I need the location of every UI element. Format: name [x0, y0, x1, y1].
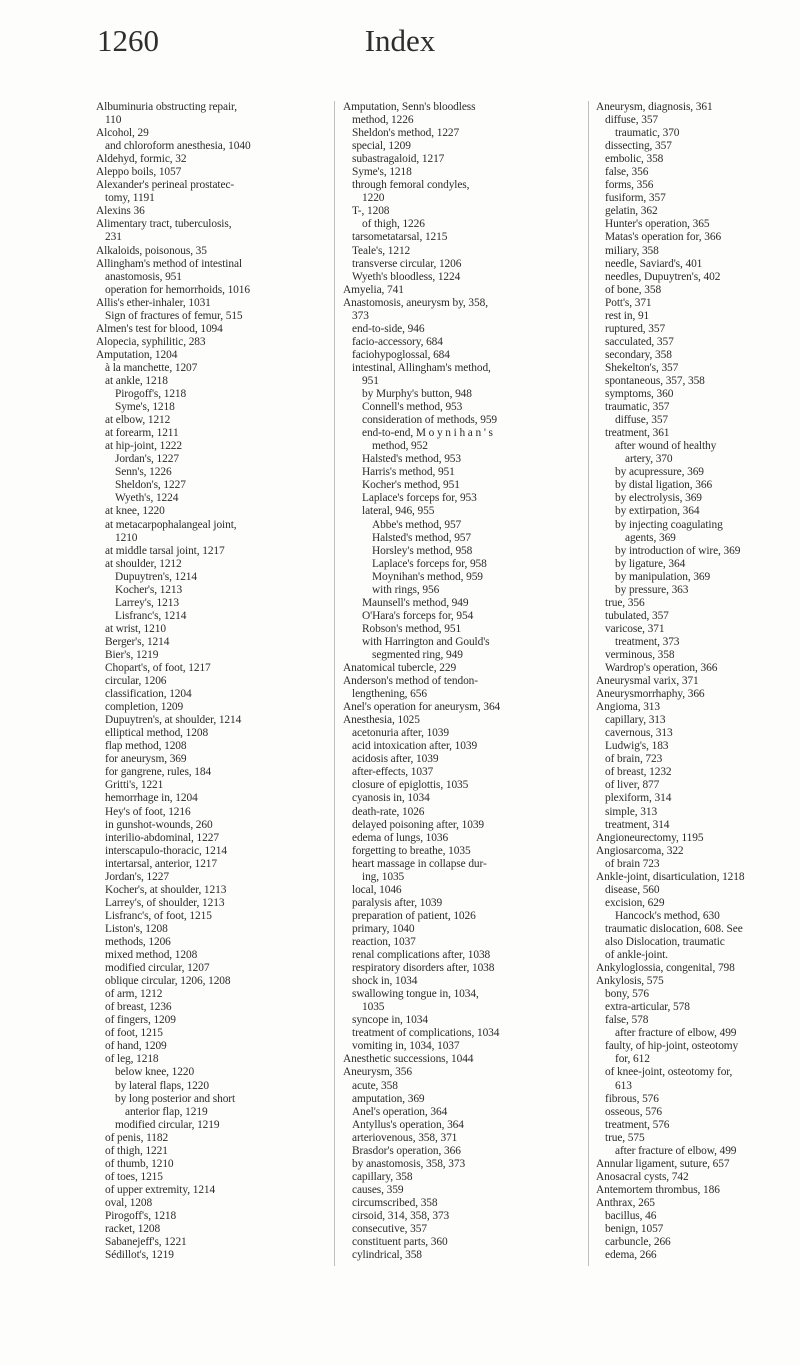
index-entry: acetonuria after, 1039	[352, 727, 449, 740]
index-entry: subastragaloid, 1217	[352, 153, 445, 166]
index-entry: Teale's, 1212	[352, 244, 411, 257]
index-entry: methods, 1206	[105, 936, 171, 948]
index-entry: Moynihan's method, 959	[372, 570, 483, 583]
index-entry: respiratory disorders after, 1038	[352, 962, 495, 975]
page-header	[0, 0, 800, 70]
index-entry: Kocher's, at shoulder, 1213	[105, 883, 227, 896]
index-entry: primary, 1040	[352, 922, 415, 935]
index-entry: racket, 1208	[105, 1223, 161, 1236]
index-entry: true, 575	[605, 1131, 645, 1144]
index-entry: 231	[105, 231, 122, 244]
index-entry: after fracture of elbow, 499	[615, 1027, 737, 1040]
index-entry: Allis's ether-inhaler, 1031	[96, 296, 211, 309]
index-entry: syncope in, 1034	[352, 1014, 428, 1027]
index-entry: through femoral condyles,	[352, 179, 470, 192]
index-entry: Dupuytren's, 1214	[115, 570, 197, 583]
index-entry: cyanosis in, 1034	[352, 792, 430, 805]
index-entry: Wyeth's bloodless, 1224	[352, 270, 461, 283]
index-entry: by acupressure, 369	[615, 466, 704, 479]
index-entry: simple, 313	[605, 805, 658, 818]
index-entry: tomy, 1191	[105, 192, 155, 205]
index-entry: ruptured, 357	[605, 322, 666, 335]
index-entry: Ankle-joint, disarticulation, 1218	[596, 870, 745, 883]
index-entry: Sheldon's method, 1227	[352, 127, 460, 140]
index-entry: Ludwig's, 183	[605, 740, 669, 753]
index-entry: of breast, 1232	[605, 766, 672, 779]
index-entry: intertarsal, anterior, 1217	[105, 857, 217, 870]
index-entry: at forearm, 1211	[105, 427, 179, 440]
index-entry: treatment of complications, 1034	[352, 1027, 500, 1040]
index-entry: method, 1226	[352, 114, 414, 127]
index-entry: by lateral flaps, 1220	[115, 1079, 209, 1092]
index-entry: faulty, of hip-joint, osteotomy	[605, 1040, 739, 1053]
index-entry: capillary, 313	[605, 714, 666, 727]
index-entry: Harris's method, 951	[362, 466, 455, 479]
index-entry: by manipulation, 369	[615, 570, 711, 583]
index-column-2	[343, 101, 580, 1262]
index-entry: 110	[105, 114, 122, 127]
index-entry: true, 356	[605, 596, 645, 609]
index-entry: Sheldon's, 1227	[115, 479, 186, 492]
index-entry: cylindrical, 358	[352, 1249, 422, 1262]
index-entry: in gunshot-wounds, 260	[105, 818, 213, 831]
index-entry: of brain 723	[605, 857, 660, 870]
index-entry: agents, 369	[625, 531, 676, 544]
index-entry: needle, Saviard's, 401	[605, 257, 703, 270]
index-entry: Abbe's method, 957	[372, 518, 462, 531]
index-entry: osseous, 576	[605, 1105, 663, 1118]
index-entry: extra-articular, 578	[605, 1001, 690, 1014]
index-entry: capillary, 358	[352, 1170, 413, 1183]
index-entry: Wardrop's operation, 366	[605, 662, 718, 675]
index-entry: Alexins 36	[96, 205, 145, 218]
index-entry: T-, 1208	[352, 205, 390, 218]
index-entry: Ankylosis, 575	[596, 975, 664, 988]
index-entry: artery, 370	[625, 453, 673, 466]
index-entry: Hey's of foot, 1216	[105, 805, 191, 818]
index-entry: Amputation, Senn's bloodless	[343, 101, 476, 113]
index-entry: treatment, 361	[605, 427, 670, 440]
index-entry: by anastomosis, 358, 373	[352, 1157, 466, 1170]
index-entry: Antemortem thrombus, 186	[596, 1183, 720, 1196]
index-entry: varicose, 371	[605, 622, 665, 635]
index-entry: Angioneurectomy, 1195	[596, 831, 704, 844]
index-entry: tarsometatarsal, 1215	[352, 231, 448, 244]
index-entry: acid intoxication after, 1039	[352, 740, 478, 753]
index-entry: Kocher's method, 951	[362, 479, 460, 492]
index-entry: for aneurysm, 369	[105, 753, 187, 766]
index-entry: Sign of fractures of femur, 515	[105, 309, 243, 322]
index-entry: Laplace's forceps for, 958	[372, 557, 487, 570]
index-entry: arteriovenous, 358, 371	[352, 1131, 458, 1144]
index-entry: at elbow, 1212	[105, 414, 171, 427]
index-entry: circumscribed, 358	[352, 1196, 438, 1209]
index-entry: after fracture of elbow, 499	[615, 1144, 737, 1157]
index-entry: of thigh, 1226	[362, 218, 425, 231]
index-entry: 1220	[362, 192, 385, 205]
index-entry: of toes, 1215	[105, 1170, 163, 1183]
index-entry: by electrolysis, 369	[615, 492, 702, 505]
index-entry: closure of epiglottis, 1035	[352, 779, 469, 792]
index-entry: at wrist, 1210	[105, 622, 166, 635]
index-entry: diffuse, 357	[615, 414, 669, 427]
index-entry: Brasdor's operation, 366	[352, 1144, 461, 1157]
page-title: Index	[364, 23, 436, 58]
index-entry: benign, 1057	[605, 1223, 664, 1236]
index-entry: intestinal, Allingham's method,	[352, 361, 491, 374]
index-entry: spontaneous, 357, 358	[605, 374, 705, 387]
index-entry: Syme's, 1218	[115, 401, 175, 414]
index-entry: treatment, 373	[615, 635, 680, 648]
index-entry: at shoulder, 1212	[105, 557, 182, 570]
index-entry: of brain, 723	[605, 753, 663, 766]
index-entry: Halsted's method, 953	[362, 453, 461, 466]
index-entry: bacillus, 46	[605, 1209, 657, 1222]
index-entry: symptoms, 360	[605, 388, 674, 401]
index-entry: at hip-joint, 1222	[105, 440, 182, 453]
index-entry: cirsoid, 314, 358, 373	[352, 1209, 450, 1222]
index-entry: bony, 576	[605, 988, 649, 1001]
index-entry: Alcohol, 29	[96, 127, 149, 140]
index-entry: of hand, 1209	[105, 1040, 167, 1053]
index-entry: 1210	[115, 531, 138, 544]
index-entry: anastomosis, 951	[105, 270, 182, 283]
index-entry: Anatomical tubercle, 229	[343, 662, 457, 675]
index-entry: forgetting to breathe, 1035	[352, 844, 471, 857]
index-entry: lateral, 946, 955	[362, 505, 435, 518]
index-entry: by injecting coagulating	[615, 518, 723, 531]
index-entry: swallowing tongue in, 1034,	[352, 988, 479, 1001]
index-entry: modified circular, 1219	[115, 1118, 220, 1131]
index-entry: heart massage in collapse dur-	[352, 857, 487, 870]
index-entry: O'Hara's forceps for, 954	[362, 609, 474, 622]
index-entry: shock in, 1034	[352, 975, 418, 988]
index-entry: rest in, 91	[605, 309, 650, 322]
index-entry: consecutive, 357	[352, 1223, 427, 1236]
index-entry: Allingham's method of intestinal	[96, 257, 242, 270]
index-entry: of thigh, 1221	[105, 1144, 168, 1157]
index-entry: interscapulo-thoracic, 1214	[105, 844, 227, 857]
index-entry: Alkaloids, poisonous, 35	[96, 244, 207, 257]
index-entry: Anesthetic successions, 1044	[343, 1053, 474, 1066]
index-entry: with Harrington and Gould's	[362, 635, 490, 648]
index-entry: Syme's, 1218	[352, 166, 412, 179]
index-entry: of penis, 1182	[105, 1131, 169, 1144]
index-entry: of breast, 1236	[105, 1001, 172, 1014]
index-entry: excision, 629	[605, 896, 665, 909]
index-entry: traumatic, 370	[615, 127, 680, 140]
index-entry: traumatic, 357	[605, 401, 670, 414]
index-entry: fusiform, 357	[605, 192, 666, 205]
index-entry: by Murphy's button, 948	[362, 388, 472, 401]
index-entry: fibrous, 576	[605, 1092, 659, 1105]
index-entry: at ankle, 1218	[105, 374, 168, 387]
index-entry: Alexander's perineal prostatec-	[96, 179, 235, 192]
index-entry: modified circular, 1207	[105, 962, 210, 975]
index-entry: Liston's, 1208	[105, 922, 168, 935]
index-entry: Hunter's operation, 365	[605, 218, 710, 231]
index-entry: paralysis after, 1039	[352, 896, 443, 909]
index-entry: at middle tarsal joint, 1217	[105, 544, 225, 557]
index-entry: of arm, 1212	[105, 988, 163, 1001]
index-entry: at knee, 1220	[105, 505, 165, 518]
index-entry: flap method, 1208	[105, 740, 187, 753]
index-entry: false, 356	[605, 166, 649, 179]
index-entry: Larrey's, 1213	[115, 596, 179, 609]
index-entry: also Dislocation, traumatic	[605, 936, 725, 948]
index-entry: of bone, 358	[605, 283, 662, 296]
index-entry: Maunsell's method, 949	[362, 596, 469, 609]
index-entry: Alimentary tract, tuberculosis,	[96, 218, 232, 231]
index-entry: Angiosarcoma, 322	[596, 844, 684, 857]
index-entry: Connell's method, 953	[362, 401, 463, 414]
index-entry: Pirogoff's, 1218	[105, 1209, 177, 1222]
index-entry: Kocher's, 1213	[115, 583, 183, 596]
index-entry: treatment, 576	[605, 1118, 670, 1131]
index-entry: Larrey's, of shoulder, 1213	[105, 896, 225, 909]
index-entry: amputation, 369	[352, 1092, 425, 1105]
index-entry: elliptical method, 1208	[105, 727, 209, 740]
index-entry: treatment, 314	[605, 818, 670, 831]
index-entry: Amyelia, 741	[343, 283, 404, 296]
index-entry: Dupuytren's, at shoulder, 1214	[105, 714, 242, 727]
index-entry: of liver, 877	[605, 779, 660, 792]
index-entry: after-effects, 1037	[352, 766, 434, 779]
index-column-3	[596, 101, 800, 1262]
index-entry: plexiform, 314	[605, 792, 672, 805]
index-entry: Pirogoff's, 1218	[115, 388, 187, 401]
index-entry: Anastomosis, aneurysm by, 358,	[343, 296, 488, 309]
index-entry: by distal ligation, 366	[615, 479, 713, 492]
index-entry: Shekelton's, 357	[605, 361, 679, 374]
index-entry: Ankyloglossia, congenital, 798	[596, 962, 735, 975]
index-entry: by ligature, 364	[615, 557, 686, 570]
index-entry: consideration of methods, 959	[362, 414, 498, 427]
index-entry: of upper extremity, 1214	[105, 1183, 216, 1196]
index-entry: Matas's operation for, 366	[605, 231, 722, 244]
index-entry: Sabanejeff's, 1221	[105, 1236, 187, 1249]
index-entry: Amputation, 1204	[96, 348, 178, 361]
index-entry: 613	[615, 1079, 632, 1092]
index-entry: secondary, 358	[605, 348, 672, 361]
index-entry: Aldehyd, formic, 32	[96, 153, 187, 166]
index-entry: false, 578	[605, 1014, 649, 1027]
index-entry: forms, 356	[605, 179, 654, 192]
index-entry: transverse circular, 1206	[352, 257, 462, 270]
index-entry: circular, 1206	[105, 675, 167, 688]
index-entry: diffuse, 357	[605, 114, 659, 127]
index-entry: and chloroform anesthesia, 1040	[105, 140, 251, 153]
page-number: 1260	[97, 23, 159, 58]
index-entry: for, 612	[615, 1053, 650, 1066]
index-entry: edema of lungs, 1036	[352, 831, 449, 844]
index-entry: Aneurysm, 356	[343, 1066, 412, 1079]
index-entry: gelatin, 362	[605, 205, 658, 218]
index-entry: acute, 358	[352, 1079, 398, 1092]
index-entry: 1035	[362, 1001, 385, 1014]
index-entry: Berger's, 1214	[105, 635, 170, 648]
index-entry: of foot, 1215	[105, 1027, 163, 1040]
index-entry: Pott's, 371	[605, 296, 652, 309]
index-entry: causes, 359	[352, 1183, 404, 1196]
index-entry: end-to-side, 946	[352, 322, 425, 335]
index-entry: Wyeth's, 1224	[115, 492, 179, 505]
index-entry: anterior flap, 1219	[125, 1105, 208, 1118]
index-entry: Senn's, 1226	[115, 466, 172, 479]
index-entry: Aneurysmal varix, 371	[596, 675, 699, 688]
index-entry: by pressure, 363	[615, 583, 689, 596]
index-entry: mixed method, 1208	[105, 949, 198, 962]
index-entry: disease, 560	[605, 883, 660, 896]
index-entry: reaction, 1037	[352, 936, 416, 948]
index-entry: by introduction of wire, 369	[615, 544, 741, 557]
index-entry: Angioma, 313	[596, 701, 660, 714]
index-entry: Anesthesia, 1025	[343, 714, 420, 727]
index-entry: Aneurysm, diagnosis, 361	[596, 101, 713, 113]
index-entry: Hancock's method, 630	[615, 909, 720, 922]
index-entry: Albuminuria obstructing repair,	[96, 101, 238, 113]
index-entry: vomiting in, 1034, 1037	[352, 1040, 460, 1053]
index-entry: traumatic dislocation, 608. See	[605, 922, 743, 935]
index-entry: Anel's operation, 364	[352, 1105, 448, 1118]
index-entry: Antyllus's operation, 364	[352, 1118, 464, 1131]
index-entry: Annular ligament, suture, 657	[596, 1157, 730, 1170]
index-entry: below knee, 1220	[115, 1066, 195, 1079]
index-entry: Laplace's forceps for, 953	[362, 492, 477, 505]
index-entry: Jordan's, 1227	[115, 453, 179, 466]
index-entry: of ankle-joint.	[605, 949, 669, 962]
index-entry: delayed poisoning after, 1039	[352, 818, 485, 831]
index-entry: Anderson's method of tendon-	[343, 675, 478, 688]
index-entry: tubulated, 357	[605, 609, 669, 622]
index-entry: cavernous, 313	[605, 727, 673, 740]
index-entry: completion, 1209	[105, 701, 184, 714]
index-entry: Lisfranc's, of foot, 1215	[105, 909, 212, 922]
index-entry: Anthrax, 265	[596, 1196, 655, 1209]
index-entry: faciohypoglossal, 684	[352, 348, 450, 361]
index-entry: Jordan's, 1227	[105, 870, 169, 883]
index-entry: renal complications after, 1038	[352, 949, 491, 962]
index-entry: by long posterior and short	[115, 1092, 236, 1105]
index-entry: death-rate, 1026	[352, 805, 425, 818]
index-entry: edema, 266	[605, 1249, 657, 1262]
index-entry: of knee-joint, osteotomy for,	[605, 1066, 733, 1079]
index-entry: special, 1209	[352, 140, 411, 153]
index-entry: Alopecia, syphilitic, 283	[96, 335, 206, 348]
index-entry: local, 1046	[352, 883, 402, 896]
index-entry: Chopart's, of foot, 1217	[105, 662, 211, 675]
index-entry: for gangrene, rules, 184	[105, 766, 212, 779]
index-entry: carbuncle, 266	[605, 1236, 671, 1249]
index-entry: of thumb, 1210	[105, 1157, 174, 1170]
index-entry: acidosis after, 1039	[352, 753, 439, 766]
index-entry: facio-accessory, 684	[352, 335, 443, 348]
index-entry: oval, 1208	[105, 1196, 153, 1209]
index-entry: dissecting, 357	[605, 140, 672, 153]
index-entry: Almen's test for blood, 1094	[96, 322, 223, 335]
index-entry: by extirpation, 364	[615, 505, 700, 518]
index-entry: Robson's method, 951	[362, 622, 462, 635]
index-entry: operation for hemorrhoids, 1016	[105, 283, 250, 296]
index-entry: Lisfranc's, 1214	[115, 609, 187, 622]
index-entry: ing, 1035	[362, 870, 405, 883]
index-entry: method, 952	[372, 440, 428, 453]
index-entry: oblique circular, 1206, 1208	[105, 975, 231, 988]
index-entry: Anosacral cysts, 742	[596, 1170, 689, 1183]
index-entry: classification, 1204	[105, 688, 192, 701]
index-entry: verminous, 358	[605, 648, 675, 661]
index-entry: embolic, 358	[605, 153, 664, 166]
index-entry: Bier's, 1219	[105, 648, 159, 661]
index-entry: interilio-abdominal, 1227	[105, 831, 219, 844]
index-entry: lengthening, 656	[352, 688, 427, 701]
index-column-1	[96, 101, 328, 1262]
index-entry: with rings, 956	[372, 583, 440, 596]
index-entry: needles, Dupuytren's, 402	[605, 270, 721, 283]
index-entry: Halsted's method, 957	[372, 531, 471, 544]
index-entry: Anel's operation for aneurysm, 364	[343, 701, 501, 714]
index-entry: Horsley's method, 958	[372, 544, 473, 557]
index-entry: à la manchette, 1207	[105, 361, 198, 374]
index-entry: sacculated, 357	[605, 335, 674, 348]
index-entry: Gritti's, 1221	[105, 779, 164, 792]
index-entry: 951	[362, 374, 379, 387]
index-entry: miliary, 358	[605, 244, 659, 257]
index-entry: end-to-end, M o y n i h a n ' s	[362, 427, 493, 440]
index-entry: segmented ring, 949	[372, 648, 463, 661]
index-entry: Aleppo boils, 1057	[96, 166, 182, 179]
index-entry: at metacarpophalangeal joint,	[105, 518, 237, 531]
index-entry: preparation of patient, 1026	[352, 909, 476, 922]
index-entry: constituent parts, 360	[352, 1236, 448, 1249]
index-entry: of fingers, 1209	[105, 1014, 176, 1027]
index-columns	[0, 101, 800, 1351]
index-entry: of leg, 1218	[105, 1053, 159, 1066]
index-entry: Sédillot's, 1219	[105, 1249, 174, 1262]
index-entry: 373	[352, 309, 369, 322]
index-entry: hemorrhage in, 1204	[105, 792, 198, 805]
index-entry: Aneurysmorrhaphy, 366	[596, 688, 705, 701]
index-entry: after wound of healthy	[615, 440, 717, 453]
